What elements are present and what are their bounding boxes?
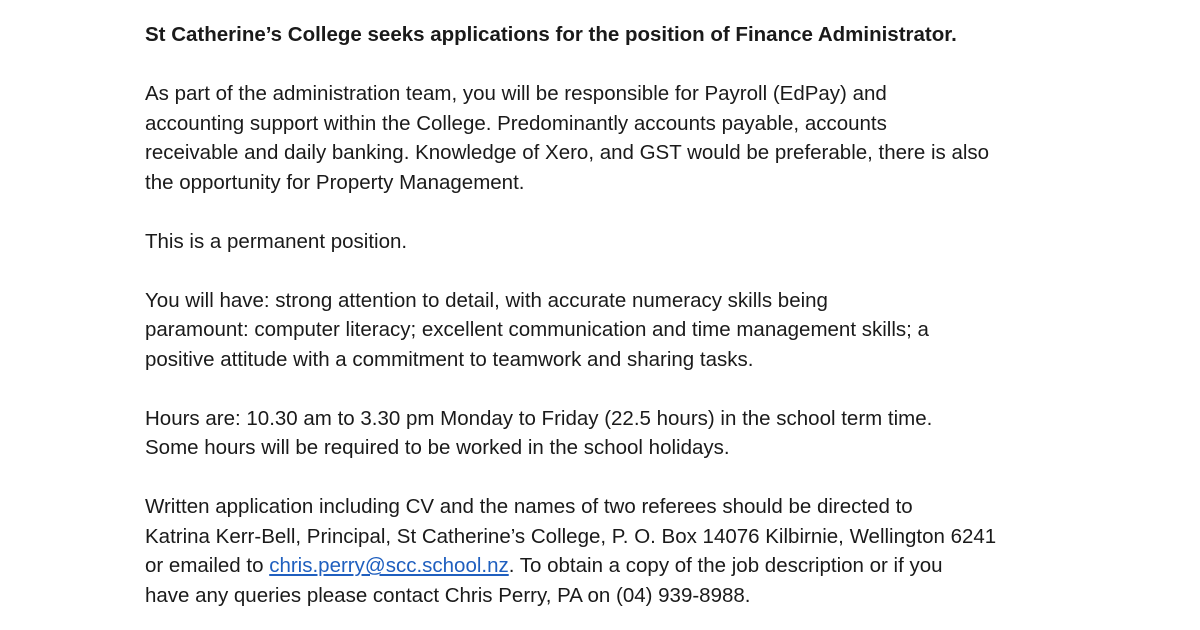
paragraph-permanent: [145, 227, 1175, 257]
text-line: [145, 551, 1175, 581]
text-line: As part of the administration team, you will be responsible for Payroll (EdPay) and: [145, 82, 887, 105]
text-segment: . To obtain a copy of the job description or if you: [508, 554, 943, 577]
text-line: Some hours will be required to be worked in the school holidays.: [145, 436, 730, 459]
text-line: paramount: computer literacy; excellent communication and time management skills; a: [145, 318, 929, 341]
text-segment: or emailed to: [145, 554, 270, 577]
text-line: positive attitude with a commitment to teamwork and sharing tasks.: [145, 347, 754, 371]
paragraph-application: [145, 492, 1175, 610]
paragraph-skills: [145, 286, 1175, 375]
text-line: accounting support within the College. Predominantly accounts payable, accounts: [145, 111, 887, 135]
spacer: [145, 197, 1175, 227]
text-line: Written application including CV and the names of two referees should be directed to: [145, 495, 913, 518]
text-line: receivable and daily banking. Knowledge of Xero, and GST would be preferable, there is also: [145, 141, 990, 164]
spacer: [145, 50, 1175, 80]
spacer: [145, 256, 1175, 286]
text-line: the opportunity for Property Management.: [145, 170, 525, 194]
spacer: [145, 374, 1175, 404]
text-line: You will have: strong attention to detail, with accurate numeracy skills being: [145, 288, 828, 312]
text-line: Katrina Kerr-Bell, Principal, St Catherine’s College, P. O. Box 14076 Kilbirnie, Wellington 6241: [145, 524, 997, 548]
spacer: [145, 463, 1175, 493]
text-line: This is a permanent position.: [145, 229, 408, 253]
text-line: have any queries please contact Chris Perry, PA on (04) 939-8988.: [145, 583, 751, 607]
job-advertisement: [145, 20, 1175, 610]
email-link[interactable]: chris.perry@scc.school.nz: [269, 554, 509, 577]
page-title: St Catherine’s College seeks applications for the position of Finance Administrator.: [145, 23, 957, 46]
paragraph-hours: [145, 404, 1175, 463]
paragraph-responsibilities: [145, 79, 1175, 197]
text-line: Hours are: 10.30 am to 3.30 pm Monday to Friday (22.5 hours) in the school term time.: [145, 406, 933, 430]
